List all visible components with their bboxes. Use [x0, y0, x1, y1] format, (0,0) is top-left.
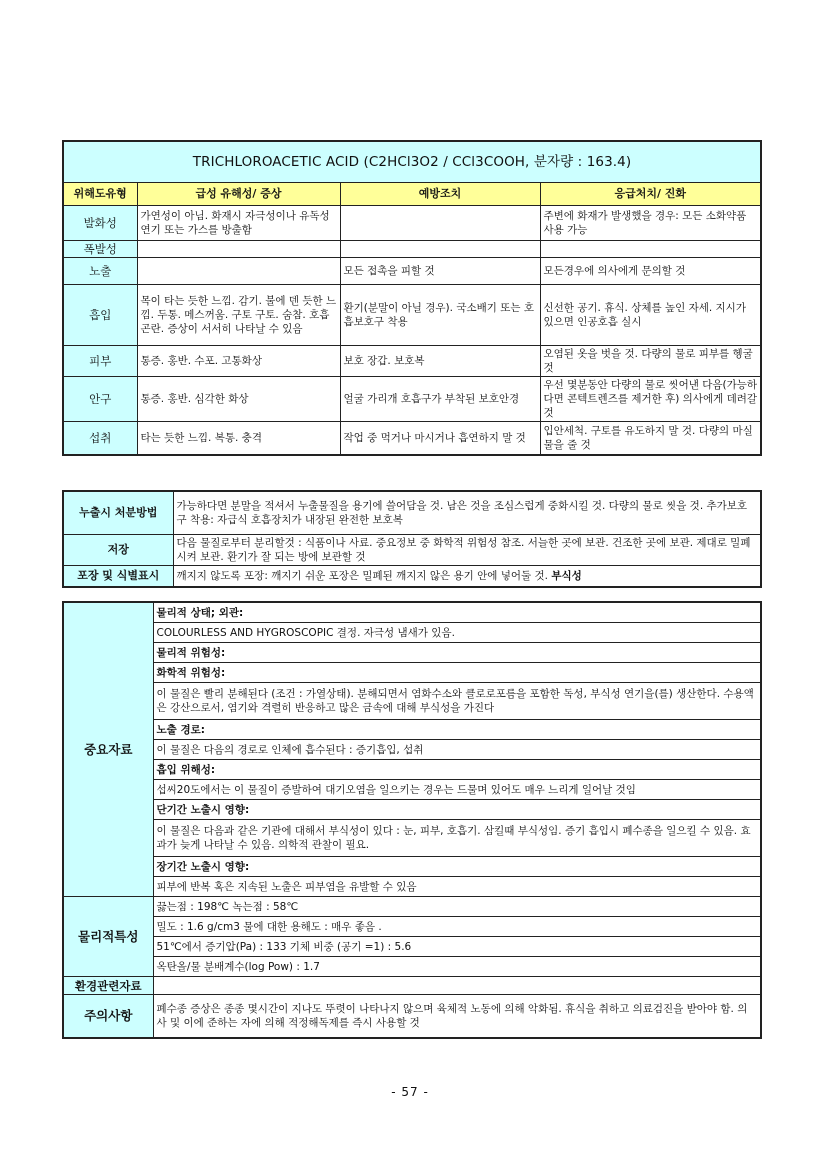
section-heading: 장기간 노출시 영향:: [153, 857, 761, 877]
storage-row: [63, 535, 761, 566]
hazard-type: 폭발성: [63, 241, 137, 258]
handling-table: [62, 490, 762, 588]
section-text: COLOURLESS AND HYGROSCOPIC 결정. 자극성 냄새가 있음.: [153, 623, 761, 643]
physical-line: 밀도 : 1.6 g/cm3 물에 대한 용해도 : 매우 좋음 .: [153, 917, 761, 937]
hazard-type: 흡입: [63, 285, 137, 346]
header-hazard-type: 위해도유형: [63, 183, 137, 206]
packaging-row: [63, 566, 761, 588]
storage-text: 다음 물질로부터 분리할것 : 식품이나 사료. 중요정보 중 화학적 위험성 참조. 서늘한 곳에 보관. 건조한 곳에 보관. 제대로 밀폐시켜 보관. 환기가 잘 되는 방에 보관할 것: [173, 535, 761, 566]
section-text: 이 물질은 다음과 같은 기관에 대해서 부식성이 있다 : 눈, 피부, 호흡기. 삼킬때 부식성임. 증기 흡입시 폐수종을 일으킬 수 있음. 효과가 늦게 나타날 수 있음. 의학적 관찰이 필요.: [153, 820, 761, 857]
prevention-cell: [340, 241, 540, 258]
symptom-cell: 통증. 홍반. 수포. 고통화상: [137, 346, 340, 377]
symptom-cell: [137, 241, 340, 258]
caution-label: 주의사항: [63, 995, 153, 1039]
leak-label: 누출시 처분방법: [63, 491, 173, 535]
important-label: 중요자료: [63, 602, 153, 897]
hazard-type: 발화성: [63, 206, 137, 241]
header-prevention: 예방조치: [340, 183, 540, 206]
hazard-row-eye: [63, 377, 761, 422]
hazard-row-exposure: [63, 258, 761, 285]
physical-line: 옥탄올/물 분배계수(log Pow) : 1.7: [153, 957, 761, 977]
section-text: 피부에 반복 혹은 지속된 노출은 피부염을 유발할 수 있음: [153, 877, 761, 897]
section-text: 이 물질은 빨리 분해된다 (조건 : 가열상태). 분해되면서 염화수소와 클로로포름을 포함한 독성, 부식성 연기을(를) 생산한다. 수용액은 강산으로서, 염기와 격렬히 반응하고 많은 금속에 대해 부식성을 가진다: [153, 683, 761, 720]
section-heading: 흡입 위해성:: [153, 760, 761, 780]
caution-text: 폐수종 증상은 종종 몇시간이 지나도 뚜렷이 나타나지 않으며 육체적 노동에 의해 악화됨. 휴식을 취하고 의료검진을 받아야 함. 의사 및 이에 준하는 자에 의해 적정해독제를 즉시 사용할 것: [153, 995, 761, 1039]
environment-row: [63, 977, 761, 995]
header-symptom: 급성 유해성/ 증상: [137, 183, 340, 206]
environment-text: [153, 977, 761, 995]
symptom-cell: 타는 듯한 느낌. 복통. 충격: [137, 422, 340, 456]
symptom-cell: 목이 타는 듯한 느낌. 감기. 불에 덴 듯한 느낌. 두통. 메스꺼움. 구토 구토. 숨참. 호흡곤란. 증상이 서서히 나타날 수 있음: [137, 285, 340, 346]
prevention-cell: 작업 중 먹거나 마시거나 흡연하지 말 것: [340, 422, 540, 456]
hazard-type: 피부: [63, 346, 137, 377]
physical-line: 끓는점 : 198℃ 녹는점 : 58℃: [153, 897, 761, 917]
properties-table: [62, 601, 762, 1039]
first-aid-cell: 모든경우에 의사에게 문의할 것: [540, 258, 761, 285]
section-heading: 화학적 위험성:: [153, 663, 761, 683]
prevention-cell: 모든 접촉을 피할 것: [340, 258, 540, 285]
packaging-cell: [173, 566, 761, 588]
section-text: 이 물질은 다음의 경로로 인체에 흡수된다 : 증기흡입, 섭취: [153, 740, 761, 760]
packaging-label: 포장 및 식별표시: [63, 566, 173, 588]
hazard-row-ingestion: [63, 422, 761, 456]
hazard-type: 섭취: [63, 422, 137, 456]
section-heading: 노출 경로:: [153, 720, 761, 740]
hazard-type: 노출: [63, 258, 137, 285]
symptom-cell: 가연성이 아님. 화재시 자극성이나 유독성 연기 또는 가스를 방출함: [137, 206, 340, 241]
hazard-table: [62, 140, 762, 456]
storage-label: 저장: [63, 535, 173, 566]
prevention-cell: 환기(분말이 아닐 경우). 국소배기 또는 호흡보호구 착용: [340, 285, 540, 346]
packaging-emphasis: 부식성: [551, 570, 582, 582]
prevention-cell: 보호 장갑. 보호복: [340, 346, 540, 377]
hazard-row-explosion: [63, 241, 761, 258]
caution-row: [63, 995, 761, 1039]
page-number: - 57 -: [391, 1085, 429, 1099]
first-aid-cell: 주변에 화재가 발생했을 경우: 모든 소화약품 사용 가능: [540, 206, 761, 241]
environment-label: 환경관련자료: [63, 977, 153, 995]
section-heading: 물리적 상태; 외관:: [153, 602, 761, 623]
symptom-cell: [137, 258, 340, 285]
first-aid-cell: 우선 몇분동안 다량의 물로 씻어낸 다음(가능하다면 콘텍트렌즈를 제거한 후) 의사에게 데려갈 것: [540, 377, 761, 422]
prevention-cell: 얼굴 가리개 호흡구가 부착된 보호안경: [340, 377, 540, 422]
hazard-type: 안구: [63, 377, 137, 422]
leak-text: 가능하다면 분말을 적셔서 누출물질을 용기에 쓸어담을 것. 남은 것을 조심스럽게 중화시킬 것. 다량의 물로 씻을 것. 추가보호구 착용: 자급식 호흡장치가 내장된 완전한 보호복: [173, 491, 761, 535]
first-aid-cell: [540, 241, 761, 258]
symptom-cell: 통증. 홍반. 심각한 화상: [137, 377, 340, 422]
first-aid-cell: 오염된 옷을 벗을 것. 다량의 물로 피부를 헹굴 것: [540, 346, 761, 377]
physical-label: 물리적특성: [63, 897, 153, 977]
hazard-row-skin: [63, 346, 761, 377]
section-heading: 물리적 위험성:: [153, 643, 761, 663]
header-first-aid: 응급처치/ 진화: [540, 183, 761, 206]
first-aid-cell: 입안세척. 구토를 유도하지 말 것. 다량의 마실물을 줄 것: [540, 422, 761, 456]
section-text: 섭씨20도에서는 이 물질이 증발하여 대기오염을 일으키는 경우는 드물며 있어도 매우 느리게 일어날 것임: [153, 780, 761, 800]
chemical-title: TRICHLOROACETIC ACID (C2HCl3O2 / CCl3COOH, 분자량 : 163.4): [63, 141, 761, 183]
section-heading: 단기간 노출시 영향:: [153, 800, 761, 820]
prevention-cell: [340, 206, 540, 241]
leak-row: [63, 491, 761, 535]
first-aid-cell: 신선한 공기. 휴식. 상체를 높인 자세. 지시가 있으면 인공호흡 실시: [540, 285, 761, 346]
hazard-row-fire: [63, 206, 761, 241]
physical-line: 51℃에서 증기압(Pa) : 133 기체 비중 (공기 =1) : 5.6: [153, 937, 761, 957]
hazard-table-header: [63, 183, 761, 206]
packaging-text: 깨지지 않도록 포장: 깨지기 쉬운 포장은 밀폐된 깨지지 않은 용기 안에 넣어둘 것.: [176, 570, 549, 582]
hazard-row-inhalation: [63, 285, 761, 346]
